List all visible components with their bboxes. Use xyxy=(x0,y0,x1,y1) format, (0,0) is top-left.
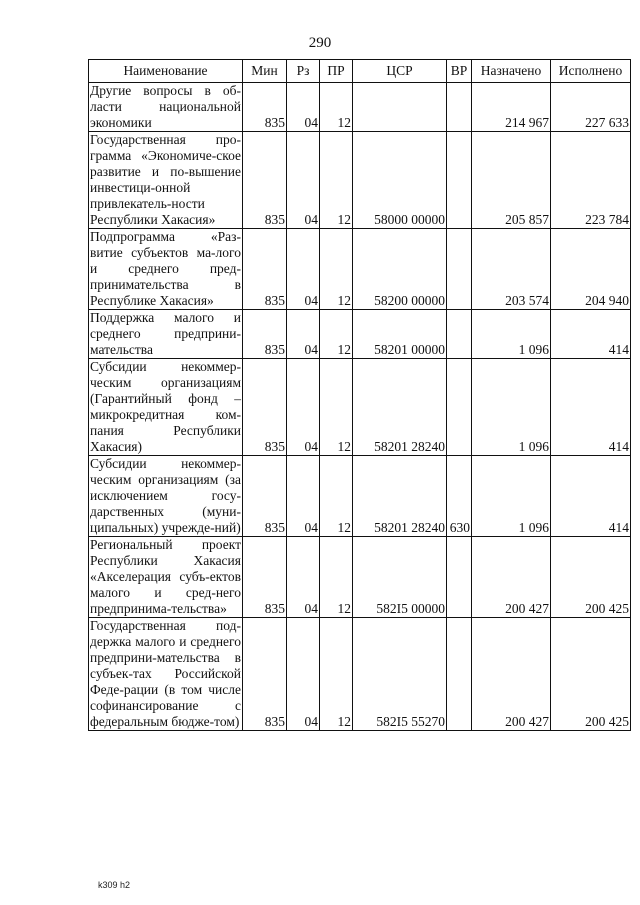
row-name: Субсидии некоммер-ческим организациям (Гарантийный фонд – микрокредитная ком-пания Республики Хакасия) xyxy=(90,359,241,454)
row-assigned: 205 857 xyxy=(472,132,551,229)
footer-code: k309 h2 xyxy=(98,880,131,890)
row-pr: 12 xyxy=(320,456,353,537)
row-vr xyxy=(447,229,472,310)
row-min: 835 xyxy=(243,456,287,537)
budget-table xyxy=(88,59,631,731)
row-min: 835 xyxy=(243,310,287,359)
row-csr xyxy=(353,83,447,132)
row-assigned: 1 096 xyxy=(472,456,551,537)
row-name: Государственная под-держка малого и среднего предприни-мательства в субъек-тах Российской Феде-рации (в том числе софинансирование с федеральным бюдже-том) xyxy=(90,618,241,729)
row-pr: 12 xyxy=(320,359,353,456)
table-row xyxy=(89,229,631,310)
row-vr xyxy=(447,310,472,359)
table-row xyxy=(89,537,631,618)
row-name: Государственная про-грамма «Экономиче-ское развитие и по-вышение инвестици-онной привлекатель-ности Республики Хакасия» xyxy=(90,132,241,227)
row-executed: 414 xyxy=(551,456,631,537)
table-row xyxy=(89,456,631,537)
row-rz: 04 xyxy=(287,359,320,456)
row-executed: 223 784 xyxy=(551,132,631,229)
row-min: 835 xyxy=(243,359,287,456)
table-row xyxy=(89,618,631,731)
row-vr xyxy=(447,132,472,229)
row-min: 835 xyxy=(243,83,287,132)
table-row xyxy=(89,310,631,359)
row-rz: 04 xyxy=(287,132,320,229)
row-csr: 58201 28240 xyxy=(353,359,447,456)
col-header-csr: ЦСР xyxy=(353,60,447,83)
row-csr: 582I5 00000 xyxy=(353,537,447,618)
row-name: Региональный проект Республики Хакасия «Акселерация субъ-ектов малого и сред-него предпринима-тельства» xyxy=(90,537,241,616)
row-vr: 630 xyxy=(447,456,472,537)
row-assigned: 1 096 xyxy=(472,359,551,456)
row-rz: 04 xyxy=(287,310,320,359)
row-rz: 04 xyxy=(287,618,320,731)
row-executed: 414 xyxy=(551,310,631,359)
col-header-name: Наименование xyxy=(89,60,243,83)
col-header-rz: Рз xyxy=(287,60,320,83)
row-rz: 04 xyxy=(287,83,320,132)
row-min: 835 xyxy=(243,132,287,229)
row-name: Поддержка малого и среднего предприни-мательства xyxy=(90,310,241,357)
col-header-vr: ВР xyxy=(447,60,472,83)
row-name: Подпрограмма «Раз-витие субъектов ма-лого и среднего пред-принимательства в Республике Хакасия» xyxy=(90,229,241,308)
row-pr: 12 xyxy=(320,618,353,731)
row-executed: 204 940 xyxy=(551,229,631,310)
row-assigned: 1 096 xyxy=(472,310,551,359)
row-pr: 12 xyxy=(320,132,353,229)
row-csr: 58000 00000 xyxy=(353,132,447,229)
row-executed: 200 425 xyxy=(551,618,631,731)
row-rz: 04 xyxy=(287,229,320,310)
row-pr: 12 xyxy=(320,310,353,359)
row-executed: 414 xyxy=(551,359,631,456)
row-min: 835 xyxy=(243,618,287,731)
row-assigned: 200 427 xyxy=(472,537,551,618)
table-row xyxy=(89,132,631,229)
row-vr xyxy=(447,83,472,132)
col-header-executed: Исполнено xyxy=(551,60,631,83)
table-row xyxy=(89,359,631,456)
row-rz: 04 xyxy=(287,456,320,537)
row-csr: 582I5 55270 xyxy=(353,618,447,731)
row-executed: 200 425 xyxy=(551,537,631,618)
row-assigned: 200 427 xyxy=(472,618,551,731)
row-vr xyxy=(447,618,472,731)
col-header-min: Мин xyxy=(243,60,287,83)
row-csr: 58200 00000 xyxy=(353,229,447,310)
row-pr: 12 xyxy=(320,229,353,310)
col-header-assigned: Назначено xyxy=(472,60,551,83)
row-executed: 227 633 xyxy=(551,83,631,132)
row-csr: 58201 00000 xyxy=(353,310,447,359)
row-pr: 12 xyxy=(320,83,353,132)
page-number: 290 xyxy=(308,35,332,51)
row-min: 835 xyxy=(243,229,287,310)
row-csr: 58201 28240 xyxy=(353,456,447,537)
row-assigned: 203 574 xyxy=(472,229,551,310)
header-row xyxy=(89,60,631,83)
row-vr xyxy=(447,359,472,456)
row-name: Другие вопросы в об-ласти национальной экономики xyxy=(90,83,241,130)
row-pr: 12 xyxy=(320,537,353,618)
row-min: 835 xyxy=(243,537,287,618)
col-header-pr: ПР xyxy=(320,60,353,83)
row-name: Субсидии некоммер-ческим организациям (за исключением госу-дарственных (муни-ципальных) учрежде-ний) xyxy=(90,456,241,535)
row-rz: 04 xyxy=(287,537,320,618)
table-row xyxy=(89,83,631,132)
row-vr xyxy=(447,537,472,618)
row-assigned: 214 967 xyxy=(472,83,551,132)
